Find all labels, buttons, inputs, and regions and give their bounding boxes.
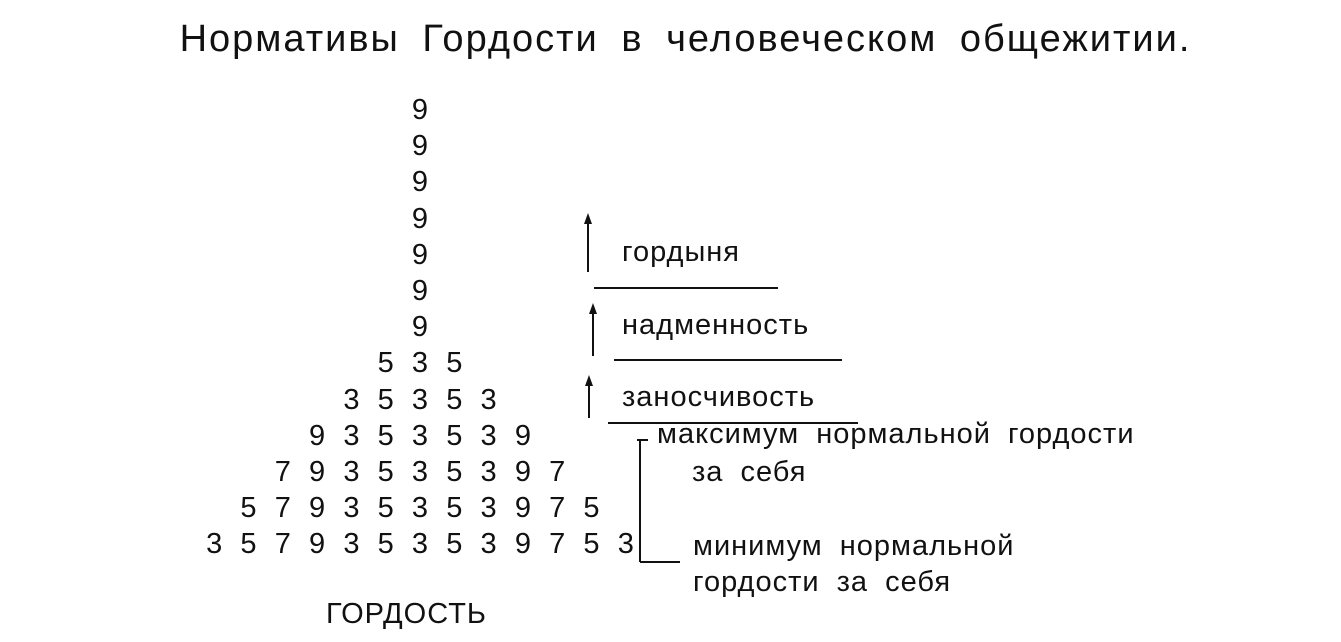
pyramid-digit: 3 bbox=[480, 528, 497, 561]
pyramid-digit: 9 bbox=[309, 456, 326, 488]
pyramid-digit: 5 bbox=[377, 492, 394, 525]
pyramid-digit: 3 bbox=[343, 383, 360, 416]
pyramid-digit: 3 bbox=[343, 492, 360, 525]
label-gordynya: гордыня bbox=[622, 236, 741, 268]
pyramid-digit: 9 bbox=[309, 528, 326, 561]
diagram-title: Нормативы Гордости в человеческом общежитии. bbox=[179, 18, 1192, 60]
pyramid-digit: 3 bbox=[480, 492, 497, 525]
label-nadmennost: надменность bbox=[622, 309, 810, 341]
pyramid-digit: 5 bbox=[446, 419, 463, 452]
pyramid-digit: 5 bbox=[446, 383, 463, 416]
pyramid-digit: 5 bbox=[377, 419, 394, 452]
arrow-nadmennost-head bbox=[589, 303, 597, 314]
bottom-label: ГОРДОСТЬ bbox=[326, 598, 487, 630]
pyramid-digit: 3 bbox=[411, 419, 429, 452]
pyramid-digit: 9 bbox=[309, 419, 326, 452]
pyramid-digit: 7 bbox=[274, 528, 291, 561]
label-max-line2: за себя bbox=[692, 456, 807, 488]
pyramid-digit: 5 bbox=[377, 347, 394, 380]
pyramid-digit: 3 bbox=[480, 456, 497, 488]
pyramid-digit: 3 bbox=[343, 456, 360, 488]
pyramid-digit: 7 bbox=[549, 492, 566, 525]
arrow-zanoschivost-head bbox=[585, 375, 593, 386]
pyramid-digit: 7 bbox=[274, 456, 291, 488]
pyramid-digit: 3 bbox=[411, 528, 429, 561]
arrow-gordynya-head bbox=[584, 213, 592, 224]
label-min-line1: минимум нормальной bbox=[693, 530, 1015, 562]
pyramid-digit: 3 bbox=[617, 528, 634, 561]
pyramid-digit: 5 bbox=[446, 528, 463, 561]
pyramid-digit: 3 bbox=[343, 528, 360, 561]
pyramid-digit: 3 bbox=[411, 347, 429, 380]
pyramid-digit: 3 bbox=[411, 383, 429, 416]
pyramid-digit: 9 bbox=[411, 202, 429, 235]
pyramid-digit: 3 bbox=[411, 492, 429, 525]
pyramid-digit: 7 bbox=[549, 456, 566, 488]
pyramid-digit: 9 bbox=[411, 311, 429, 344]
pyramid-digit: 3 bbox=[343, 419, 360, 452]
pyramid-digit: 5 bbox=[377, 456, 394, 488]
pyramid-digit: 9 bbox=[309, 492, 326, 525]
pyramid-digit: 5 bbox=[240, 528, 257, 561]
pyramid-digit: 5 bbox=[583, 492, 600, 525]
pyramid-digit: 5 bbox=[446, 347, 463, 380]
label-min-line2: гордости за себя bbox=[693, 566, 952, 598]
pyramid-digit: 9 bbox=[411, 275, 429, 307]
pyramid-digit: 9 bbox=[411, 94, 429, 126]
label-zanoschivost: заносчивость bbox=[622, 381, 816, 413]
pyramid-digit: 5 bbox=[377, 383, 394, 416]
pyramid-digit: 9 bbox=[411, 238, 429, 271]
pyramid-digit: 5 bbox=[583, 528, 600, 561]
label-max-line1: максимум нормальной гордости bbox=[657, 418, 1135, 450]
pyramid-digit: 9 bbox=[514, 492, 531, 525]
pyramid-digit: 3 bbox=[480, 383, 497, 416]
pyramid-digit: 9 bbox=[411, 166, 429, 199]
pyramid-digit: 3 bbox=[206, 528, 223, 561]
pyramid-digit: 9 bbox=[514, 528, 531, 561]
pyramid-digit: 3 bbox=[480, 419, 497, 452]
pyramid-digit: 7 bbox=[274, 492, 291, 525]
pyramid-digit: 3 bbox=[411, 456, 429, 488]
pyramid-digit: 9 bbox=[514, 456, 531, 488]
pyramid-digit: 9 bbox=[411, 130, 429, 163]
pyramid-digit: 5 bbox=[446, 492, 463, 525]
pyramid-digit: 5 bbox=[446, 456, 463, 488]
pyramid-digit: 9 bbox=[514, 419, 531, 452]
pyramid-digit: 5 bbox=[240, 492, 257, 525]
pyramid-digit: 7 bbox=[549, 528, 566, 561]
pyramid-digit: 5 bbox=[377, 528, 394, 561]
